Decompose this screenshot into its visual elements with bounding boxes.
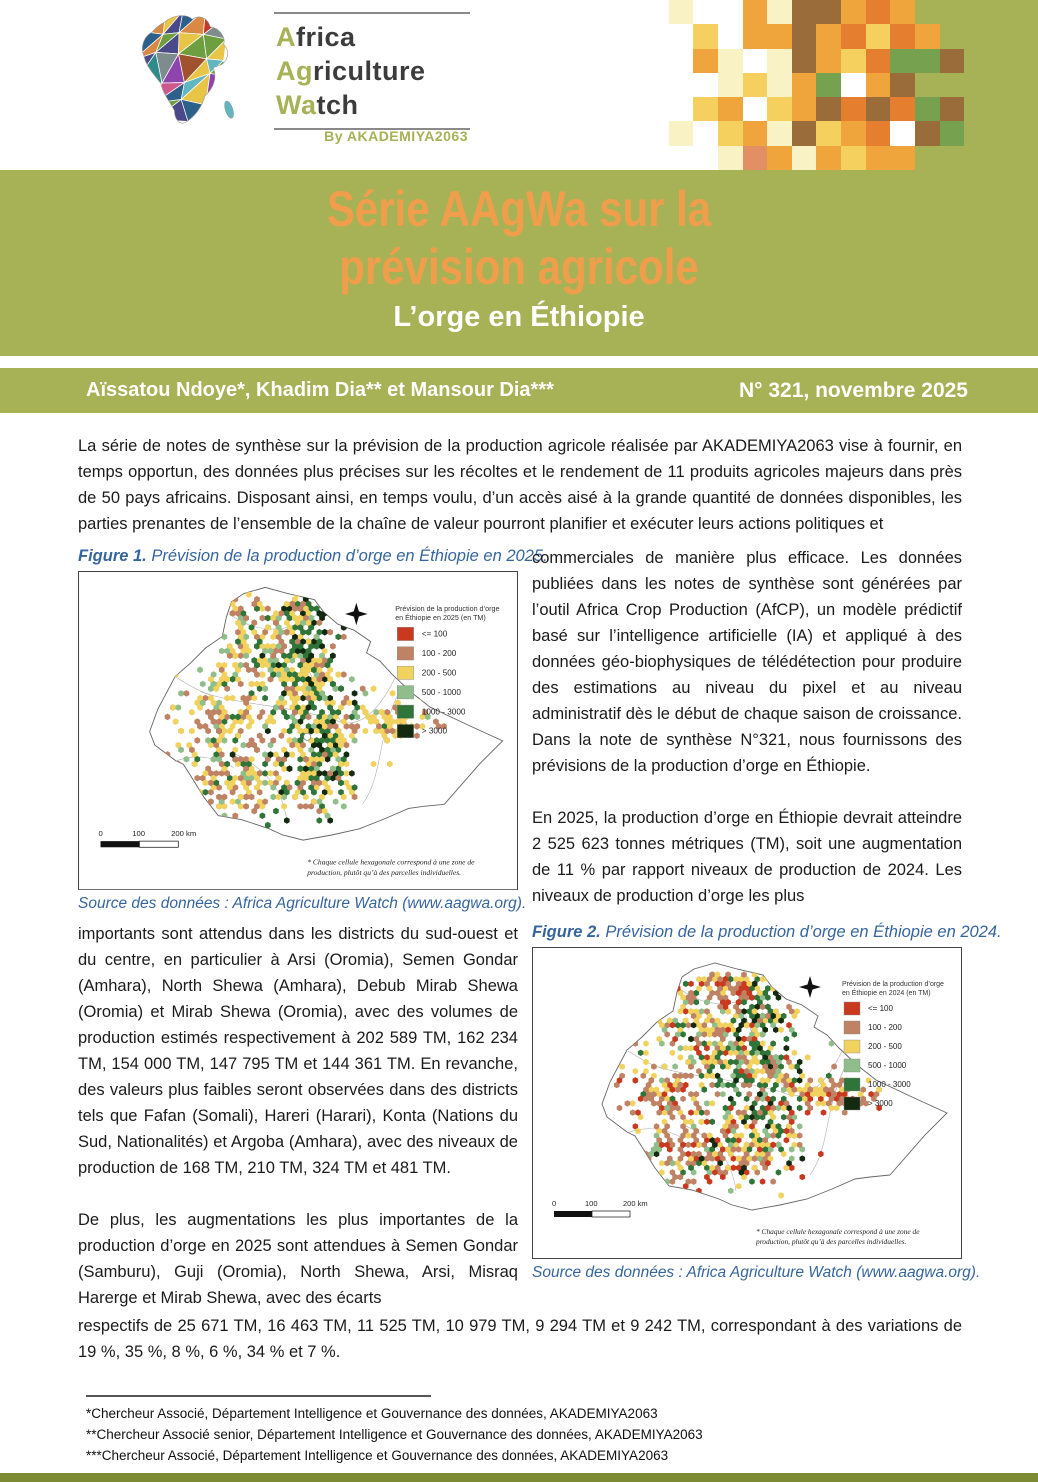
mosaic-cell — [1013, 49, 1038, 73]
mosaic-cell — [669, 24, 694, 48]
mosaic — [644, 0, 1038, 170]
mosaic-cell — [866, 146, 891, 170]
body-paragraph-4: importants sont attendus dans les districts du sud-ouest et du centre, en particulier à Arsi (Oromia), Semen Gondar (Amhara), North Shewa (Amhara), Debub Mirab Shewa (Oromia) et Mirab Shewa (Oromia), avec des volumes de production estimés respectivement à 202 589 TM, 162 234 TM, 154 000 TM, 147 795 TM et 144 361 TM. En revanche, des valeurs plus faibles seront observées dans des districts tels que Fafan (Somali), Hareri (Harari), Konta (Nations du Sud, Nationalités) et Argoba (Amhara), avec des niveaux de production de 168 TM, 210 TM, 324 TM et 481 TM. — [78, 925, 518, 1178]
mosaic-cell — [940, 0, 965, 24]
mosaic-cell — [693, 0, 718, 24]
mosaic-cell — [693, 121, 718, 145]
mosaic-cell — [890, 97, 915, 121]
body-paragraph-6: respectifs de 25 671 TM, 16 463 TM, 11 525 TM, 10 979 TM, 9 294 TM et 9 242 TM, correspondant à des variations de 19 %, 35 %, 8 %, 6 %, 34 % et 7 %. — [78, 1317, 962, 1362]
document-body — [0, 413, 1038, 1466]
mosaic-cell — [816, 49, 841, 73]
mosaic-cell — [718, 0, 743, 24]
mosaic-cell — [940, 97, 965, 121]
banner-divider — [0, 356, 1038, 368]
mosaic-cell — [841, 49, 866, 73]
mosaic-cell — [915, 146, 940, 170]
mosaic-cell — [693, 97, 718, 121]
svg-text:0: 0 — [552, 1199, 557, 1209]
mosaic-cell — [767, 146, 792, 170]
body-paragraph-5: De plus, les augmentations les plus importantes de la production d’orge en 2025 sont attendues à Semen Gondar (Samburu), Guji (Oromia), North Shewa, Arsi, Misraq Harerge et Mirab Shewa, avec des écarts — [78, 1211, 518, 1308]
figure2-map — [532, 947, 962, 1259]
mosaic-cell — [767, 97, 792, 121]
svg-text:production, plutôt qu’à des pa: production, plutôt qu’à des parcelles individuelles. — [756, 1237, 907, 1247]
mosaic-cell — [669, 146, 694, 170]
mosaic-cell — [915, 0, 940, 24]
mosaic-cell — [816, 0, 841, 24]
figure1-source: Source des données : Africa Agriculture Watch (www.aagwa.org). — [78, 895, 527, 913]
mosaic-cell — [816, 24, 841, 48]
text-column-right — [532, 545, 962, 913]
mosaic-cell — [940, 73, 965, 97]
mosaic-cell — [1013, 24, 1038, 48]
aagwa-logo — [110, 12, 470, 138]
svg-text:500 - 1000: 500 - 1000 — [868, 1061, 907, 1071]
mosaic-cell — [866, 0, 891, 24]
mosaic-cell — [1013, 0, 1038, 24]
mosaic-cell — [890, 146, 915, 170]
mosaic-cell — [792, 121, 817, 145]
logo-word-watch: Watch — [276, 90, 359, 120]
svg-text:200 km: 200 km — [171, 829, 197, 839]
mosaic-cell — [989, 24, 1014, 48]
mosaic-cell — [841, 73, 866, 97]
mosaic-cell — [841, 0, 866, 24]
mosaic-cell — [866, 97, 891, 121]
text-column-left — [78, 921, 518, 1311]
svg-text:100: 100 — [585, 1199, 598, 1209]
mosaic-cell — [841, 24, 866, 48]
mosaic-cell — [866, 73, 891, 97]
svg-text:> 3000: > 3000 — [421, 726, 448, 736]
mosaic-cell — [816, 73, 841, 97]
body-paragraph-2: commerciales de manière plus efficace. Les données publiées dans les notes de synthèse sont générées par l’outil Africa Crop Production (AfCP), un modèle prédictif basé sur l’intelligence artificielle (IA) et appliqué à des données géo-biophysiques de télédétection pour produire des estimations au niveau du pixel et au niveau administratif dès le début de chaque saison de croissance. Dans la note de synthèse N°321, nous fournissons des prévisions de la production d’orge en Éthiopie. — [532, 549, 962, 775]
logo-wordmark — [274, 12, 470, 130]
mosaic-cell — [989, 146, 1014, 170]
footnote-2: **Chercheur Associé senior, Département Intelligence et Gouvernance des données, AKADEMIYA2063 — [86, 1427, 703, 1443]
footnote-rule — [86, 1395, 431, 1397]
mosaic-cell — [693, 49, 718, 73]
mosaic-cell — [693, 73, 718, 97]
byline-bar — [0, 368, 1038, 413]
mosaic-cell — [1013, 73, 1038, 97]
mosaic-cell — [693, 24, 718, 48]
mosaic-cell — [890, 73, 915, 97]
svg-text:100 - 200: 100 - 200 — [868, 1023, 902, 1033]
mosaic-cell — [644, 24, 669, 48]
mosaic-cell — [718, 49, 743, 73]
series-title — [0, 180, 1038, 296]
mosaic-cell — [940, 49, 965, 73]
issue-number: N° 321, novembre 2025 — [738, 378, 968, 402]
mosaic-cell — [718, 121, 743, 145]
addis-ababa-marker — [304, 733, 311, 740]
row-figure2 — [78, 921, 1002, 1311]
mosaic-cell — [743, 49, 768, 73]
header — [0, 0, 1038, 170]
mosaic-cell — [669, 0, 694, 24]
mosaic-cell — [767, 49, 792, 73]
mosaic-cell — [866, 24, 891, 48]
mosaic-cell — [915, 73, 940, 97]
svg-text:<= 100: <= 100 — [868, 1004, 893, 1014]
mosaic-cell — [792, 0, 817, 24]
mosaic-cell — [718, 73, 743, 97]
mosaic-cell — [644, 97, 669, 121]
mosaic-cell — [792, 73, 817, 97]
mosaic-cell — [940, 146, 965, 170]
mosaic-cell — [964, 146, 989, 170]
map-footnote — [306, 858, 475, 877]
mosaic-cell — [693, 146, 718, 170]
svg-text:Prévision de la production d’o: Prévision de la production d’orge — [842, 981, 944, 989]
authors: Aïssatou Ndoye*, Khadim Dia** et Mansour Dia*** — [86, 379, 554, 401]
mosaic-cell — [644, 49, 669, 73]
svg-text:production, plutôt qu’à des pa: production, plutôt qu’à des parcelles individuelles. — [307, 867, 462, 877]
svg-text:0: 0 — [98, 829, 103, 839]
logo-word-agriculture: Agriculture — [276, 56, 426, 86]
svg-text:200 km: 200 km — [623, 1199, 648, 1209]
mosaic-cell — [669, 121, 694, 145]
mosaic-cell — [816, 97, 841, 121]
figure2-source: Source des données : Africa Agriculture Watch (www.aagwa.org). — [532, 1264, 981, 1282]
svg-text:500 - 1000: 500 - 1000 — [421, 687, 461, 697]
mosaic-cell — [1013, 146, 1038, 170]
mosaic-cell — [816, 121, 841, 145]
series-title-line1: Série AAgWa sur la — [326, 181, 712, 237]
africa-polygonal-logo-icon — [110, 12, 262, 138]
mosaic-cell — [1013, 97, 1038, 121]
row-figure1 — [78, 545, 962, 913]
mosaic-cell — [915, 49, 940, 73]
mosaic-cell — [964, 121, 989, 145]
mosaic-cell — [890, 24, 915, 48]
mosaic-cell — [669, 97, 694, 121]
mosaic-cell — [644, 73, 669, 97]
brief-subtitle: L’orge en Éthiopie — [393, 301, 645, 333]
madagascar-shape — [223, 100, 236, 119]
mosaic-cell — [792, 24, 817, 48]
body-paragraph-3: En 2025, la production d’orge en Éthiopie devrait atteindre 2 525 623 tonnes métriques (TM), soit une augmentation de 11 % par rapport niveaux de production de 2024. Les niveaux de production d’orge les plus — [532, 809, 962, 905]
mosaic-cell — [915, 24, 940, 48]
mosaic-cell — [743, 24, 768, 48]
svg-text:100 - 200: 100 - 200 — [421, 648, 457, 658]
svg-text:<= 100: <= 100 — [421, 629, 448, 639]
intro-paragraph: La série de notes de synthèse sur la prévision de la production agricole réalisée par AKADEMIYA2063 vise à fournir, en temps opportun, des données plus précises sur les récoltes et le rendement de 11 produits agricoles majeurs dans près de 50 pays africains. Disposant ainsi, en temps voulu, d’un accès aisé à la grande quantité de données disponibles, les parties prenantes de l’ensemble de la chaîne de valeur pourront planifier et exécuter leurs actions politiques et — [78, 437, 962, 533]
mosaic-cell — [841, 121, 866, 145]
svg-text:1000 - 3000: 1000 - 3000 — [868, 1080, 911, 1090]
mosaic-cell — [964, 0, 989, 24]
svg-text:100: 100 — [132, 829, 146, 839]
mosaic-cell — [890, 49, 915, 73]
svg-text:> 3000: > 3000 — [868, 1099, 893, 1109]
svg-text:200 - 500: 200 - 500 — [868, 1042, 902, 1052]
mosaic-cell — [644, 146, 669, 170]
mosaic-cell — [964, 73, 989, 97]
mosaic-cell — [644, 0, 669, 24]
figure2-column — [532, 921, 1002, 1311]
svg-text:1000 - 3000: 1000 - 3000 — [421, 707, 466, 717]
mosaic-cell — [743, 121, 768, 145]
mosaic-cell — [816, 146, 841, 170]
mosaic-cell — [718, 24, 743, 48]
svg-text:* Chaque cellule hexagonale co: * Chaque cellule hexagonale correspond à une zone de — [756, 1227, 920, 1237]
mosaic-cell — [989, 0, 1014, 24]
mosaic-cell — [767, 24, 792, 48]
footnote-3: ***Chercheur Associé, Département Intelligence et Gouvernance des données, AKADEMIYA2063 — [86, 1448, 669, 1464]
mosaic-cell — [915, 97, 940, 121]
mosaic-cell — [841, 97, 866, 121]
mosaic-cell — [989, 97, 1014, 121]
logo-byline: By AKADEMIYA2063 — [324, 128, 468, 144]
figure1-caption: Figure 1. Prévision de la production d’orge en Éthiopie en 2025. — [78, 547, 548, 565]
map-footnote — [755, 1227, 920, 1246]
mosaic-cell — [940, 121, 965, 145]
mosaic-cell — [767, 73, 792, 97]
mosaic-cell — [915, 121, 940, 145]
figure2-caption: Figure 2. Prévision de la production d’orge en Éthiopie en 2024. — [532, 923, 1002, 942]
mosaic-cell — [743, 146, 768, 170]
mosaic-cell — [792, 49, 817, 73]
mosaic-cell — [669, 49, 694, 73]
mosaic-cell — [940, 24, 965, 48]
mosaic-cell — [989, 121, 1014, 145]
mosaic-cell — [718, 97, 743, 121]
mosaic-cell — [964, 49, 989, 73]
footnote-1: *Chercheur Associé, Département Intelligence et Gouvernance des données, AKADEMIYA2063 — [86, 1406, 658, 1422]
figure1-column — [78, 545, 548, 913]
svg-text:* Chaque cellule hexagonale co: * Chaque cellule hexagonale correspond à une zone de — [307, 857, 475, 867]
mosaic-cell — [669, 73, 694, 97]
mosaic-cell — [743, 97, 768, 121]
mosaic-cell — [767, 0, 792, 24]
mosaic-cell — [1013, 121, 1038, 145]
mosaic-cell — [989, 73, 1014, 97]
mosaic-cell — [841, 146, 866, 170]
mosaic-cell — [866, 121, 891, 145]
title-banner — [0, 170, 1038, 356]
mosaic-cell — [989, 49, 1014, 73]
mosaic-cell — [792, 97, 817, 121]
svg-text:en Éthiopie en 2025 (en TM): en Éthiopie en 2025 (en TM) — [395, 614, 486, 623]
mosaic-cell — [890, 0, 915, 24]
mosaic-cell — [767, 121, 792, 145]
mosaic-cell — [890, 121, 915, 145]
mosaic-cell — [964, 24, 989, 48]
mosaic-cell — [792, 146, 817, 170]
mosaic-cell — [866, 49, 891, 73]
bottom-bar — [0, 1473, 1038, 1482]
mosaic-cell — [718, 146, 743, 170]
mosaic-cell — [964, 97, 989, 121]
svg-text:200 - 500: 200 - 500 — [421, 668, 457, 678]
series-title-line2: prévision agricole — [339, 239, 699, 295]
logo-word-africa: Africa — [276, 22, 356, 52]
svg-text:en Éthiopie en 2024 (en TM): en Éthiopie en 2024 (en TM) — [842, 990, 931, 998]
svg-text:Prévision de la production d’o: Prévision de la production d’orge — [395, 604, 500, 613]
mosaic-cell — [743, 73, 768, 97]
mosaic-cell — [644, 121, 669, 145]
figure1-map — [78, 571, 518, 890]
mosaic-cell — [743, 0, 768, 24]
